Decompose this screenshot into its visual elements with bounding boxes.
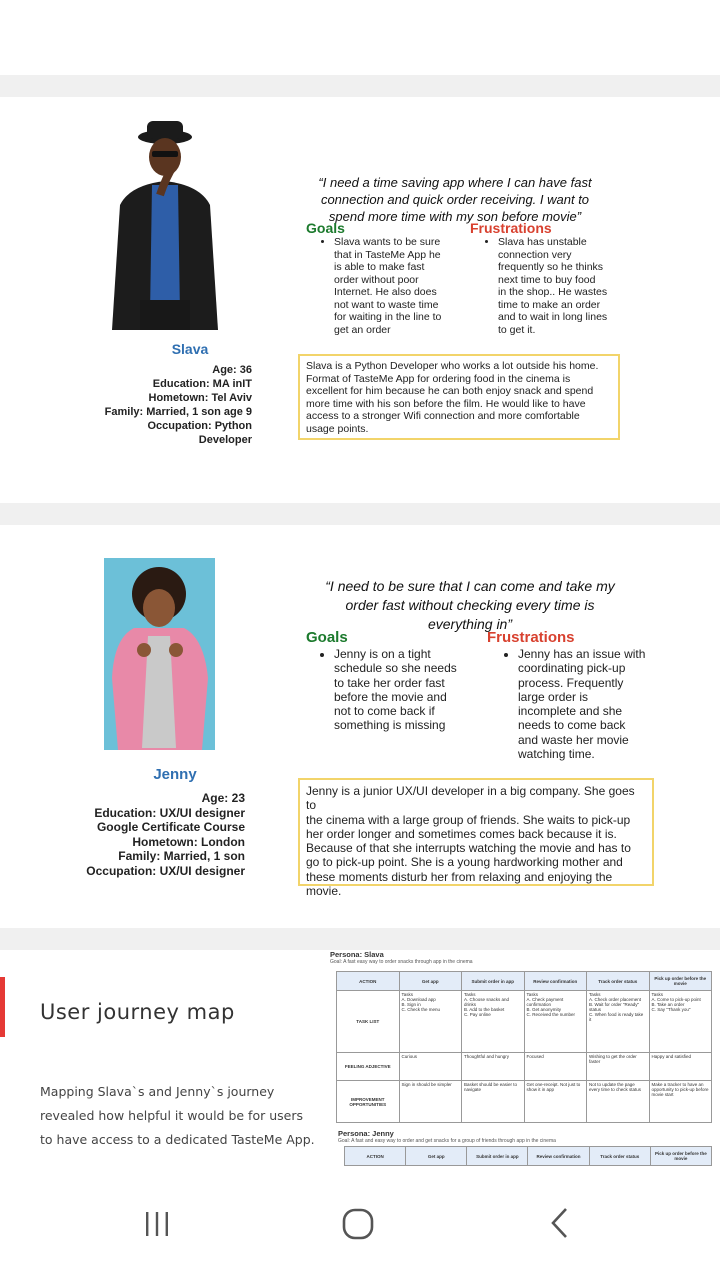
persona-facts: Age: 23 Education: UX/UI designer Google Certificate Course Hometown: London Family: Married, 1 son Occupation: UX/UI designer — [86, 791, 245, 878]
home-circle-icon — [340, 1206, 376, 1242]
system-navigation-bar — [0, 1178, 720, 1267]
table-row-label: FEELING ADJECTIVE — [337, 1053, 400, 1081]
goals-heading: Goals — [306, 220, 345, 236]
table-cell: Tasks A. Check payment confirmation B. Get anonymity C. Received the number — [524, 991, 587, 1053]
frustrations-list: • Slava has unstable connection very frequently so he thinks next time to buy food in the shop.. He wastes time to make an order and to wait in long lines to get it. — [470, 236, 658, 336]
table-header: Get app — [406, 1147, 467, 1166]
journey-title: User journey map — [40, 1000, 235, 1024]
table-cell: Curious — [399, 1053, 462, 1081]
persona-bio: Jenny is a junior UX/UI developer in a big company. She goes to the cinema with a large group of friends. She waits to pick-up her order longer and sometimes comes back because it is. Because of that she interrupts watching the movie and has to go to pick-up point. She is a young hardworking mother and these moments disturb her from relaxing and enjoying the movie. — [298, 778, 654, 886]
persona-bio: Slava is a Python Developer who works a lot outside his home. Format of TasteMe App for ordering food in the cinema is excellent for him because he can both enjoy snack and spend more time with his son before the film. He would like to have access to a stronger Wifi connection and more comfortable usage points. — [298, 354, 620, 440]
journey-goal: Goal: A fast easy way to order snacks through app in the cinema — [330, 959, 473, 965]
table-row-label: TASK LIST — [337, 991, 400, 1053]
table-header: Get app — [399, 972, 462, 991]
persona-name: Jenny — [153, 766, 197, 783]
home-button[interactable] — [340, 1206, 376, 1247]
goals-list: • Slava wants to be sure that in TasteMe App he is able to make fast order without poor Internet. He also does not want to waste time for waiting in the line to get an order — [306, 236, 494, 336]
slava-photo — [100, 115, 230, 330]
persona-facts: Age: 36 Education: MA inIT Hometown: Tel Aviv Family: Married, 1 son age 9 Occupation: Python Developer — [104, 364, 252, 447]
table-cell: Tasks A. Choose snacks and drinks B. Add to the basket C. Pay online — [462, 991, 525, 1053]
journey-table — [344, 1146, 712, 1166]
journey-goal: Goal: A fast and easy way to order and get snacks for a group of friends through app in the cinema — [338, 1138, 556, 1144]
table-cell: Basket should be easier to navigate — [462, 1081, 525, 1123]
table-header: Track order status — [587, 972, 650, 991]
frustrations-heading: Frustrations — [487, 629, 575, 646]
table-cell: Tasks A. Check order placement B. Wait for order "Ready" status C. When food is ready take it — [587, 991, 650, 1053]
persona-card-jenny — [0, 525, 720, 928]
table-cell: Get one-receipt. Not just to show it in app — [524, 1081, 587, 1123]
back-button[interactable] — [543, 1206, 577, 1245]
table-header: Review confirmation — [524, 972, 587, 991]
table-header: ACTION — [345, 1147, 406, 1166]
table-header: Submit order in app — [462, 972, 525, 991]
table-header: ACTION — [337, 972, 400, 991]
journey-table — [336, 971, 712, 1123]
frustrations-list: • Jenny has an issue with coordinating pick-up process. Frequently large order is incomplete and she needs to come back and waste her movie watching time. — [490, 647, 688, 761]
persona-quote: “I need a time saving app where I can have fast connection and quick order receiving. I want to spend more time with my son before movie” — [318, 175, 592, 224]
frustrations-heading: Frustrations — [470, 220, 552, 236]
section-accent-bar — [0, 977, 5, 1037]
table-cell: Tasks A. Come to pick-up point B. Take an order C. Say "Thank you" — [649, 991, 712, 1053]
table-cell: Happy and satisfied — [649, 1053, 712, 1081]
table-header: Pick up order before the movie — [649, 972, 712, 991]
table-cell: Make a tracker to have an opportunity to pick-up before movie start — [649, 1081, 712, 1123]
table-header: Pick up order before the movie — [650, 1147, 711, 1166]
journey-description: Mapping Slava`s and Jenny`s journey revealed how helpful it would be for users to have access to a dedicated TasteMe App. — [40, 1084, 315, 1147]
jenny-photo — [104, 558, 215, 750]
table-cell: Wishing to get the order faster — [587, 1053, 650, 1081]
table-cell: Tasks A. Download app B. Sign in C. Check the menu — [399, 991, 462, 1053]
table-header: Review confirmation — [528, 1147, 589, 1166]
table-cell: Thoughtful and hungry — [462, 1053, 525, 1081]
persona-quote: “I need to be sure that I can come and take my order fast without checking every time is everything in” — [325, 578, 615, 632]
journey-persona-title: Persona: Slava — [330, 950, 384, 959]
journey-persona-title: Persona: Jenny — [338, 1129, 394, 1138]
recent-apps-icon — [140, 1206, 174, 1240]
table-cell: Focused — [524, 1053, 587, 1081]
table-header: Track order status — [589, 1147, 650, 1166]
table-cell: Not to update the page every time to check status — [587, 1081, 650, 1123]
back-chevron-icon — [543, 1206, 577, 1240]
table-row-label: IMPROVEMENT OPPORTUNITIES — [337, 1081, 400, 1123]
persona-card-slava — [0, 97, 720, 503]
goals-heading: Goals — [306, 629, 348, 646]
table-cell: Sign in should be simpler — [399, 1081, 462, 1123]
persona-name: Slava — [171, 341, 209, 357]
recent-apps-button[interactable] — [140, 1206, 174, 1245]
table-header: Submit order in app — [467, 1147, 528, 1166]
journey-map-image — [330, 950, 710, 1166]
goals-list: • Jenny is on a tight schedule so she needs to take her order fast before the movie and not to come back if something is missing — [306, 647, 504, 733]
